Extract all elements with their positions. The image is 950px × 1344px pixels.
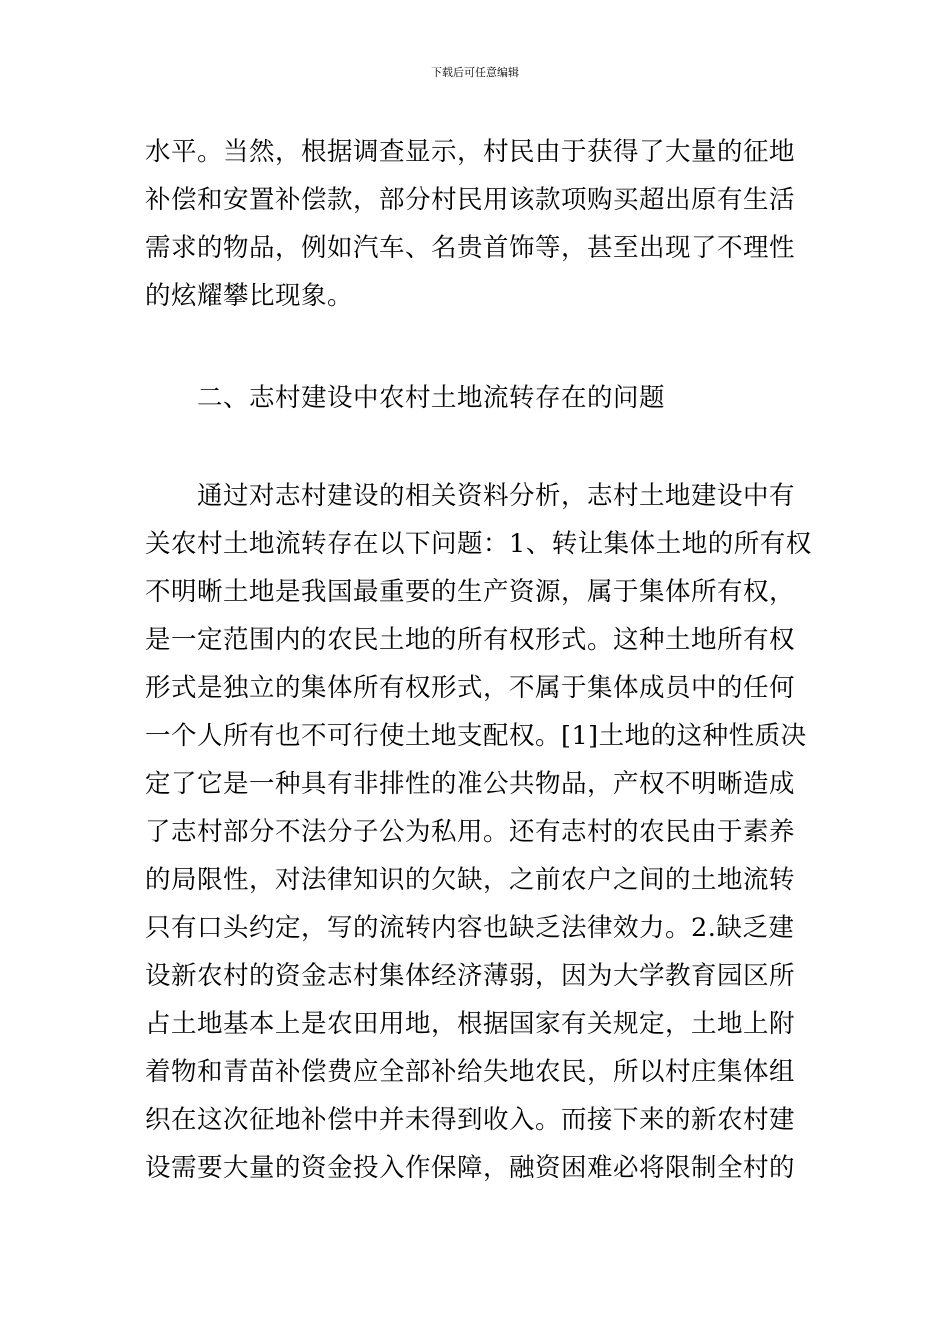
section-heading — [145, 374, 815, 422]
text-line: 的局限性，对法律知识的欠缺，之前农户之间的土地流转 — [145, 865, 796, 895]
text-line: 占土地基本上是农田用地，根据国家有关规定，土地上附 — [145, 1009, 796, 1039]
text-line: 了志村部分不法分子公为私用。还有志村的农民由于素养 — [145, 817, 796, 847]
text-line: 是一定范围内的农民土地的所有权形式。这种土地所有权 — [145, 625, 796, 655]
text-line: 着物和青苗补偿费应全部补给失地农民，所以村庄集体组 — [145, 1057, 796, 1087]
text-line: 定了它是一种具有非排性的准公共物品，产权不明晰造成 — [145, 769, 796, 799]
text-line: 设需要大量的资金投入作保障，融资困难必将限制全村的 — [145, 1153, 796, 1183]
text-line: 补偿和安置补偿款，部分村民用该款项购买超出原有生活 — [145, 185, 796, 215]
paragraph-2 — [145, 472, 815, 1192]
text-line: 不明晰土地是我国最重要的生产资源，属于集体所有权， — [145, 577, 796, 607]
page-header-note: 下载后可任意编辑 — [431, 66, 519, 79]
text-line: 一个人所有也不可行使土地支配权。[1]土地的这种性质决 — [145, 721, 807, 751]
paragraph-1 — [145, 128, 815, 320]
section-heading-text: 二、志村建设中农村土地流转存在的问题 — [145, 383, 666, 413]
text-line: 织在这次征地补偿中并未得到收入。而接下来的新农村建 — [145, 1105, 796, 1135]
text-line: 关农村土地流转存在以下问题：1、转让集体土地的所有权 — [145, 529, 812, 559]
text-line: 需求的物品，例如汽车、名贵首饰等，甚至出现了不理性 — [145, 233, 796, 263]
text-line: 形式是独立的集体所有权形式，不属于集体成员中的任何 — [145, 673, 796, 703]
text-line: 的炫耀攀比现象。 — [145, 281, 354, 311]
text-line: 只有口头约定，写的流转内容也缺乏法律效力。2.缺乏建 — [145, 913, 795, 943]
text-line: 水平。当然，根据调查显示，村民由于获得了大量的征地 — [145, 137, 796, 167]
text-line: 设新农村的资金志村集体经济薄弱，因为大学教育园区所 — [145, 961, 796, 991]
text-line: 通过对志村建设的相关资料分析，志村土地建设中有 — [145, 481, 796, 511]
